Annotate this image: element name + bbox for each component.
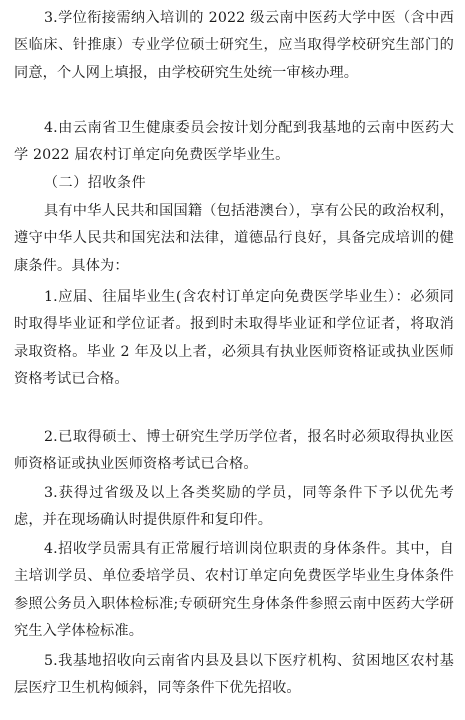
paragraph-condition-5: 5.我基地招收向云南省内县及县以下医疗机构、贫困地区农村基层医疗卫生机构倾斜，同等条件下优先招收。 [14, 653, 454, 697]
paragraph-condition-3: 3.获得过省级及以上各类奖励的学员，同等条件下予以优先考虑，并在现场确认时提供原件和复印件。 [14, 485, 454, 529]
paragraph-rural-order-graduates: 4.由云南省卫生健康委员会按计划分配到我基地的云南中医药大学 2022 届农村订单定向免费医学毕业生。 [14, 120, 454, 164]
paragraph-general-requirements: 具有中华人民共和国国籍（包括港澳台），享有公民的政治权利，遵守中华人民共和国宪法和法律，道德品行良好，具备完成培训的健康条件。具体为： [14, 203, 454, 274]
paragraph-degree-linkage: 3.学位衔接需纳入培训的 2022 级云南中医药大学中医（含中西医临床、针推康）专业学位硕士研究生，应当取得学校研究生部门的同意，个人网上填报，由学校研究生处统一审核办理。 [14, 10, 454, 81]
paragraph-condition-2: 2.已取得硕士、博士研究生学历学位者，报名时必须取得执业医师资格证或执业医师资格考试已合格。 [14, 429, 454, 473]
paragraph-condition-4: 4.招收学员需具有正常履行培训岗位职责的身体条件。其中，自主培训学员、单位委培学员、农村订单定向免费医学毕业生身体条件参照公务员入职体检标准;专硕研究生身体条件参照云南中医药大学研究生入学体检标准。 [14, 541, 454, 640]
paragraph-condition-1: 1.应届、往届毕业生(含农村订单定向免费医学毕业生）：必须同时取得毕业证和学位证者。报到时未取得毕业证和学位证者，将取消录取资格。毕业 2 年及以上者，必须具有执业医师资格证或执业医师资格考试已合格。 [14, 289, 454, 388]
section-heading-admission-conditions: （二）招收条件 [44, 175, 147, 191]
